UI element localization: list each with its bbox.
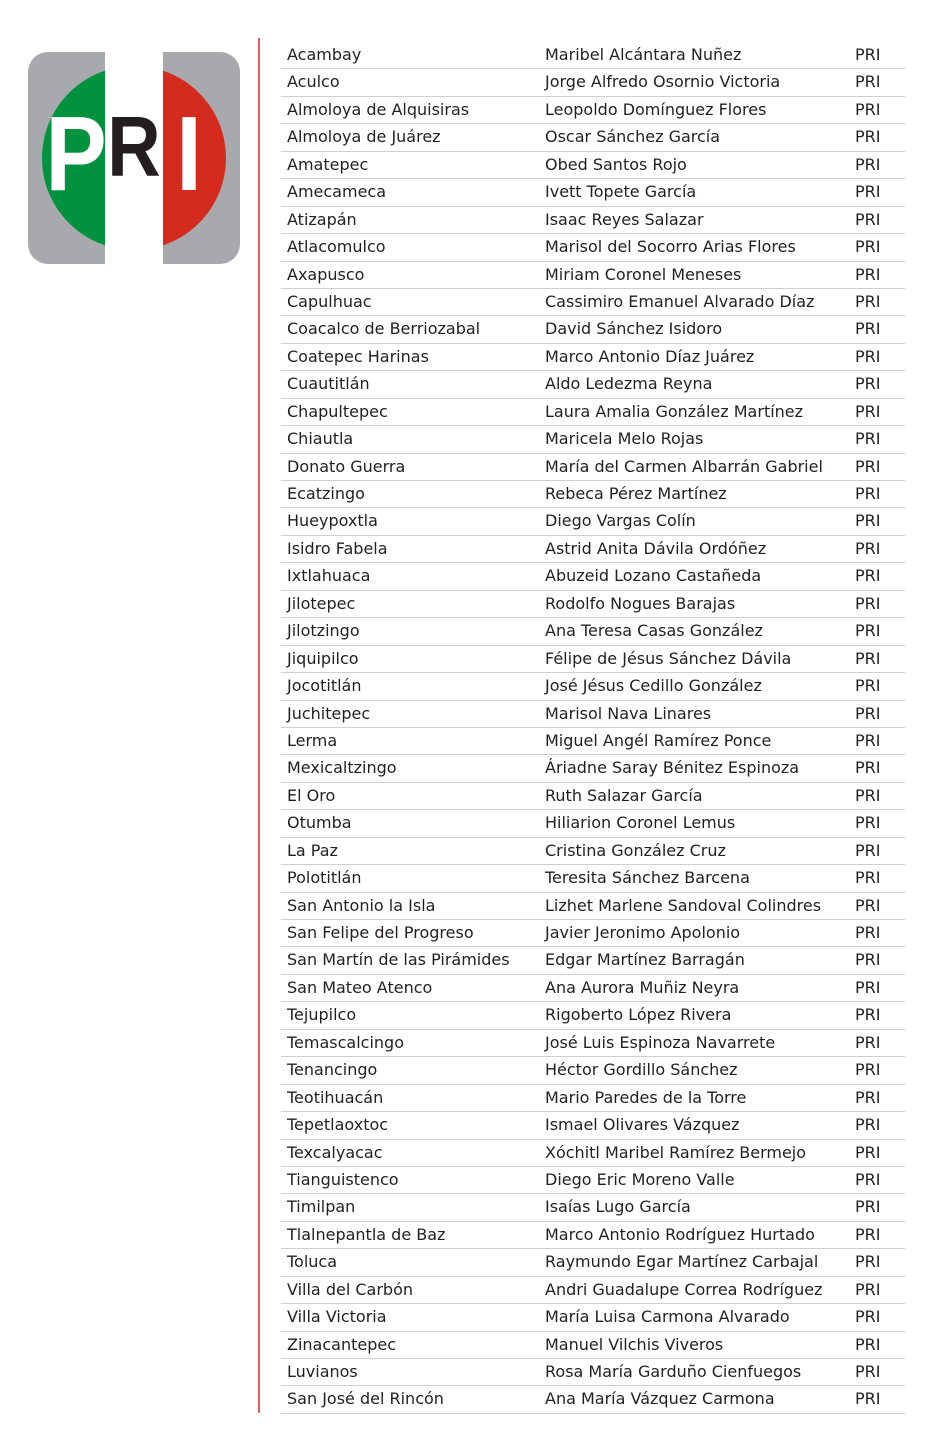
- candidate-cell: José Jésus Cedillo González: [545, 676, 762, 696]
- party-cell: PRI: [855, 1252, 881, 1272]
- table-row: [281, 454, 905, 481]
- table-row: [281, 207, 905, 234]
- municipality-cell: Juchitepec: [287, 703, 371, 723]
- table-row: [281, 42, 905, 69]
- table-row: [281, 1194, 905, 1221]
- party-cell: PRI: [855, 209, 881, 229]
- party-cell: PRI: [855, 1197, 881, 1217]
- party-cell: PRI: [855, 374, 881, 394]
- party-cell: PRI: [855, 72, 881, 92]
- party-cell: PRI: [855, 182, 881, 202]
- party-cell: PRI: [855, 648, 881, 668]
- table-row: [281, 920, 905, 947]
- table-row: [281, 316, 905, 343]
- candidate-cell: María del Carmen Albarrán Gabriel: [545, 456, 823, 476]
- table-row: [281, 673, 905, 700]
- municipality-cell: Lerma: [287, 730, 338, 750]
- table-row: [281, 1386, 905, 1413]
- party-cell: PRI: [855, 566, 881, 586]
- party-cell: PRI: [855, 923, 881, 942]
- party-cell: PRI: [855, 1169, 881, 1189]
- municipality-cell: Coatepec Harinas: [287, 346, 429, 366]
- candidate-cell: Ivett Topete García: [545, 182, 697, 202]
- candidate-cell: Miguel Angél Ramírez Ponce: [545, 730, 772, 750]
- table-row: [281, 1140, 905, 1167]
- candidate-cell: Andri Guadalupe Correa Rodríguez: [545, 1279, 823, 1299]
- party-cell: PRI: [855, 758, 881, 778]
- municipality-cell: Otumba: [287, 813, 352, 833]
- table-row: [281, 947, 905, 974]
- candidate-cell: Xóchitl Maribel Ramírez Bermejo: [545, 1142, 807, 1162]
- candidate-cell: José Luis Espinoza Navarrete: [545, 1032, 776, 1052]
- party-cell: PRI: [855, 346, 881, 366]
- candidate-cell: Rodolfo Nogues Barajas: [545, 593, 736, 613]
- candidate-cell: Ana Teresa Casas González: [545, 621, 763, 641]
- candidate-cell: Javier Jeronimo Apolonio: [545, 923, 741, 942]
- party-cell: PRI: [855, 484, 881, 503]
- candidate-cell: Edgar Martínez Barragán: [545, 950, 745, 970]
- table-row: [281, 426, 905, 453]
- municipality-cell: Teotihuacán: [287, 1087, 384, 1107]
- municipality-cell: Timilpan: [287, 1197, 356, 1217]
- table-row: [281, 975, 905, 1002]
- municipality-cell: Texcalyacac: [287, 1142, 383, 1162]
- table-row: [281, 344, 905, 371]
- candidate-cell: Jorge Alfredo Osornio Victoria: [545, 72, 781, 92]
- logo-letter-r: R: [107, 99, 161, 195]
- candidate-cell: Rigoberto López Rivera: [545, 1005, 732, 1025]
- table-row: [281, 234, 905, 261]
- candidate-cell: Lizhet Marlene Sandoval Colindres: [545, 895, 822, 915]
- candidate-cell: Áriadne Saray Bénitez Espinoza: [545, 758, 800, 778]
- municipality-cell: Mexicaltzingo: [287, 758, 397, 778]
- table-row: [281, 1002, 905, 1029]
- municipality-cell: Zinacantepec: [287, 1334, 397, 1354]
- municipality-cell: Coacalco de Berriozabal: [287, 319, 481, 339]
- table-row: [281, 1167, 905, 1194]
- candidate-cell: Rebeca Pérez Martínez: [545, 484, 727, 503]
- municipality-cell: San Felipe del Progreso: [287, 923, 474, 942]
- vertical-divider: [258, 38, 260, 1413]
- municipality-cell: Jiquipilco: [287, 648, 359, 668]
- municipality-cell: Toluca: [287, 1252, 338, 1272]
- candidate-cell: Manuel Vilchis Viveros: [545, 1334, 724, 1354]
- logo-letter-i: I: [176, 95, 202, 214]
- municipality-cell: La Paz: [287, 840, 338, 860]
- municipality-cell: Cuautitlán: [287, 374, 370, 394]
- municipality-cell: Chapultepec: [287, 401, 388, 421]
- municipality-cell: Villa Victoria: [287, 1307, 387, 1327]
- candidate-cell: Maribel Alcántara Nuñez: [545, 45, 742, 64]
- candidate-cell: Ana Aurora Muñiz Neyra: [545, 977, 740, 997]
- candidate-cell: Hiliarion Coronel Lemus: [545, 813, 736, 833]
- party-cell: PRI: [855, 593, 881, 613]
- table-row: [281, 1332, 905, 1359]
- candidate-cell: María Luisa Carmona Alvarado: [545, 1307, 790, 1327]
- table-row: [281, 508, 905, 535]
- candidate-cell: Raymundo Egar Martínez Carbajal: [545, 1252, 819, 1272]
- table-row: [281, 1222, 905, 1249]
- candidate-cell: Ana María Vázquez Carmona: [545, 1389, 775, 1409]
- municipality-cell: Donato Guerra: [287, 456, 406, 476]
- party-cell: PRI: [855, 401, 881, 421]
- table-row: [281, 838, 905, 865]
- municipality-cell: Amecameca: [287, 182, 387, 202]
- municipality-cell: Tepetlaoxtoc: [287, 1115, 389, 1135]
- party-cell: PRI: [855, 895, 881, 915]
- table-row: [281, 563, 905, 590]
- candidate-cell: Obed Santos Rojo: [545, 154, 687, 174]
- candidate-cell: Marco Antonio Rodríguez Hurtado: [545, 1224, 815, 1244]
- table-row: [281, 701, 905, 728]
- candidate-cell: Rosa María Garduño Cienfuegos: [545, 1362, 802, 1381]
- municipality-cell: Acambay: [287, 45, 362, 64]
- municipality-cell: Capulhuac: [287, 291, 372, 311]
- candidate-cell: Leopoldo Domínguez Flores: [545, 99, 767, 119]
- municipality-cell: Ixtlahuaca: [287, 566, 371, 586]
- party-cell: PRI: [855, 1005, 881, 1025]
- municipality-cell: Villa del Carbón: [287, 1279, 413, 1299]
- table-row: [281, 536, 905, 563]
- party-cell: PRI: [855, 1279, 881, 1299]
- municipality-cell: Axapusco: [287, 264, 365, 284]
- municipality-cell: Atlacomulco: [287, 237, 386, 257]
- table-row: [281, 1085, 905, 1112]
- municipality-cell: Luvianos: [287, 1362, 358, 1381]
- party-cell: PRI: [855, 1307, 881, 1327]
- party-cell: PRI: [855, 1087, 881, 1107]
- municipality-cell: Tenancingo: [287, 1060, 378, 1080]
- party-cell: PRI: [855, 456, 881, 476]
- candidate-cell: Cassimiro Emanuel Alvarado Díaz: [545, 291, 815, 311]
- party-cell: PRI: [855, 1060, 881, 1080]
- candidate-cell: Diego Vargas Colín: [545, 511, 696, 531]
- table-row: [281, 179, 905, 206]
- table-row: [281, 893, 905, 920]
- table-row: [281, 1359, 905, 1386]
- candidate-cell: Marco Antonio Díaz Juárez: [545, 346, 755, 366]
- party-cell: PRI: [855, 99, 881, 119]
- party-cell: PRI: [855, 264, 881, 284]
- table-row: [281, 481, 905, 508]
- pri-logo-graphic: [28, 52, 240, 264]
- candidate-cell: David Sánchez Isidoro: [545, 319, 723, 339]
- candidate-cell: Abuzeid Lozano Castañeda: [545, 566, 762, 586]
- party-cell: PRI: [855, 1362, 881, 1381]
- municipality-cell: Tlalnepantla de Baz: [287, 1224, 446, 1244]
- municipality-cell: Almoloya de Juárez: [287, 127, 441, 147]
- party-cell: PRI: [855, 703, 881, 723]
- table-row: [281, 591, 905, 618]
- table-row: [281, 728, 905, 755]
- table-row: [281, 1112, 905, 1139]
- candidate-cell: Marisol del Socorro Arias Flores: [545, 237, 796, 257]
- municipality-cell: Ecatzingo: [287, 484, 365, 503]
- table-row: [281, 810, 905, 837]
- candidate-cell: Laura Amalia González Martínez: [545, 401, 804, 421]
- municipality-cell: San José del Rincón: [287, 1389, 444, 1409]
- municipality-cell: Amatepec: [287, 154, 369, 174]
- table-row: [281, 262, 905, 289]
- party-cell: PRI: [855, 1224, 881, 1244]
- table-row: [281, 97, 905, 124]
- municipality-cell: Almoloya de Alquisiras: [287, 99, 470, 119]
- municipality-cell: El Oro: [287, 785, 336, 805]
- municipality-cell: Jilotzingo: [287, 621, 360, 641]
- party-cell: PRI: [855, 511, 881, 531]
- table-row: [281, 646, 905, 673]
- candidate-cell: Teresita Sánchez Barcena: [545, 868, 750, 888]
- municipality-cell: Temascalcingo: [287, 1032, 404, 1052]
- candidate-cell: Isaac Reyes Salazar: [545, 209, 704, 229]
- candidate-cell: Héctor Gordillo Sánchez: [545, 1060, 738, 1080]
- table-row: [281, 618, 905, 645]
- party-cell: PRI: [855, 785, 881, 805]
- table-row: [281, 289, 905, 316]
- table-row: [281, 1277, 905, 1304]
- party-cell: PRI: [855, 154, 881, 174]
- candidate-cell: Ismael Olivares Vázquez: [545, 1115, 740, 1135]
- candidate-cell: Diego Eric Moreno Valle: [545, 1169, 735, 1189]
- candidate-cell: Félipe de Jésus Sánchez Dávila: [545, 648, 792, 668]
- municipality-cell: Polotitlán: [287, 868, 362, 888]
- party-cell: PRI: [855, 621, 881, 641]
- municipality-candidate-table: [281, 42, 905, 1414]
- municipality-cell: Atizapán: [287, 209, 357, 229]
- logo-letter-p: P: [45, 95, 107, 214]
- municipality-cell: Tianguistenco: [287, 1169, 399, 1189]
- table-row: [281, 1304, 905, 1331]
- party-cell: PRI: [855, 813, 881, 833]
- party-cell: PRI: [855, 950, 881, 970]
- candidate-cell: Ruth Salazar García: [545, 785, 703, 805]
- party-cell: PRI: [855, 1142, 881, 1162]
- table-row: [281, 755, 905, 782]
- municipality-cell: Jocotitlán: [287, 676, 362, 696]
- party-cell: PRI: [855, 1389, 881, 1409]
- table-row: [281, 152, 905, 179]
- municipality-cell: San Martín de las Pirámides: [287, 950, 510, 970]
- pri-logo: [28, 52, 240, 264]
- table-row: [281, 399, 905, 426]
- candidate-cell: Cristina González Cruz: [545, 840, 726, 860]
- party-cell: PRI: [855, 1032, 881, 1052]
- table-row: [281, 69, 905, 96]
- municipality-cell: Chiautla: [287, 429, 354, 449]
- municipality-cell: Tejupilco: [287, 1005, 357, 1025]
- party-cell: PRI: [855, 868, 881, 888]
- party-cell: PRI: [855, 977, 881, 997]
- party-cell: PRI: [855, 127, 881, 147]
- table-row: [281, 1057, 905, 1084]
- candidate-cell: Maricela Melo Rojas: [545, 429, 704, 449]
- table-row: [281, 371, 905, 398]
- municipality-cell: San Antonio la Isla: [287, 895, 436, 915]
- party-cell: PRI: [855, 319, 881, 339]
- municipality-cell: San Mateo Atenco: [287, 977, 433, 997]
- table-row: [281, 783, 905, 810]
- table-row: [281, 1030, 905, 1057]
- party-cell: PRI: [855, 45, 881, 64]
- party-cell: PRI: [855, 237, 881, 257]
- municipality-cell: Isidro Fabela: [287, 538, 388, 558]
- table-row: [281, 865, 905, 892]
- party-cell: PRI: [855, 538, 881, 558]
- municipality-cell: Hueypoxtla: [287, 511, 378, 531]
- party-cell: PRI: [855, 840, 881, 860]
- party-cell: PRI: [855, 730, 881, 750]
- candidate-cell: Astrid Anita Dávila Ordóñez: [545, 538, 767, 558]
- municipality-cell: Jilotepec: [287, 593, 356, 613]
- candidate-cell: Isaías Lugo García: [545, 1197, 691, 1217]
- party-cell: PRI: [855, 291, 881, 311]
- party-cell: PRI: [855, 1334, 881, 1354]
- candidate-cell: Oscar Sánchez García: [545, 127, 721, 147]
- party-cell: PRI: [855, 1115, 881, 1135]
- table-row: [281, 1249, 905, 1276]
- party-cell: PRI: [855, 676, 881, 696]
- party-cell: PRI: [855, 429, 881, 449]
- candidate-cell: Marisol Nava Linares: [545, 703, 712, 723]
- candidate-cell: Aldo Ledezma Reyna: [545, 374, 713, 394]
- candidate-cell: Mario Paredes de la Torre: [545, 1087, 747, 1107]
- candidate-cell: Miriam Coronel Meneses: [545, 264, 742, 284]
- table-row: [281, 124, 905, 151]
- municipality-cell: Aculco: [287, 72, 340, 92]
